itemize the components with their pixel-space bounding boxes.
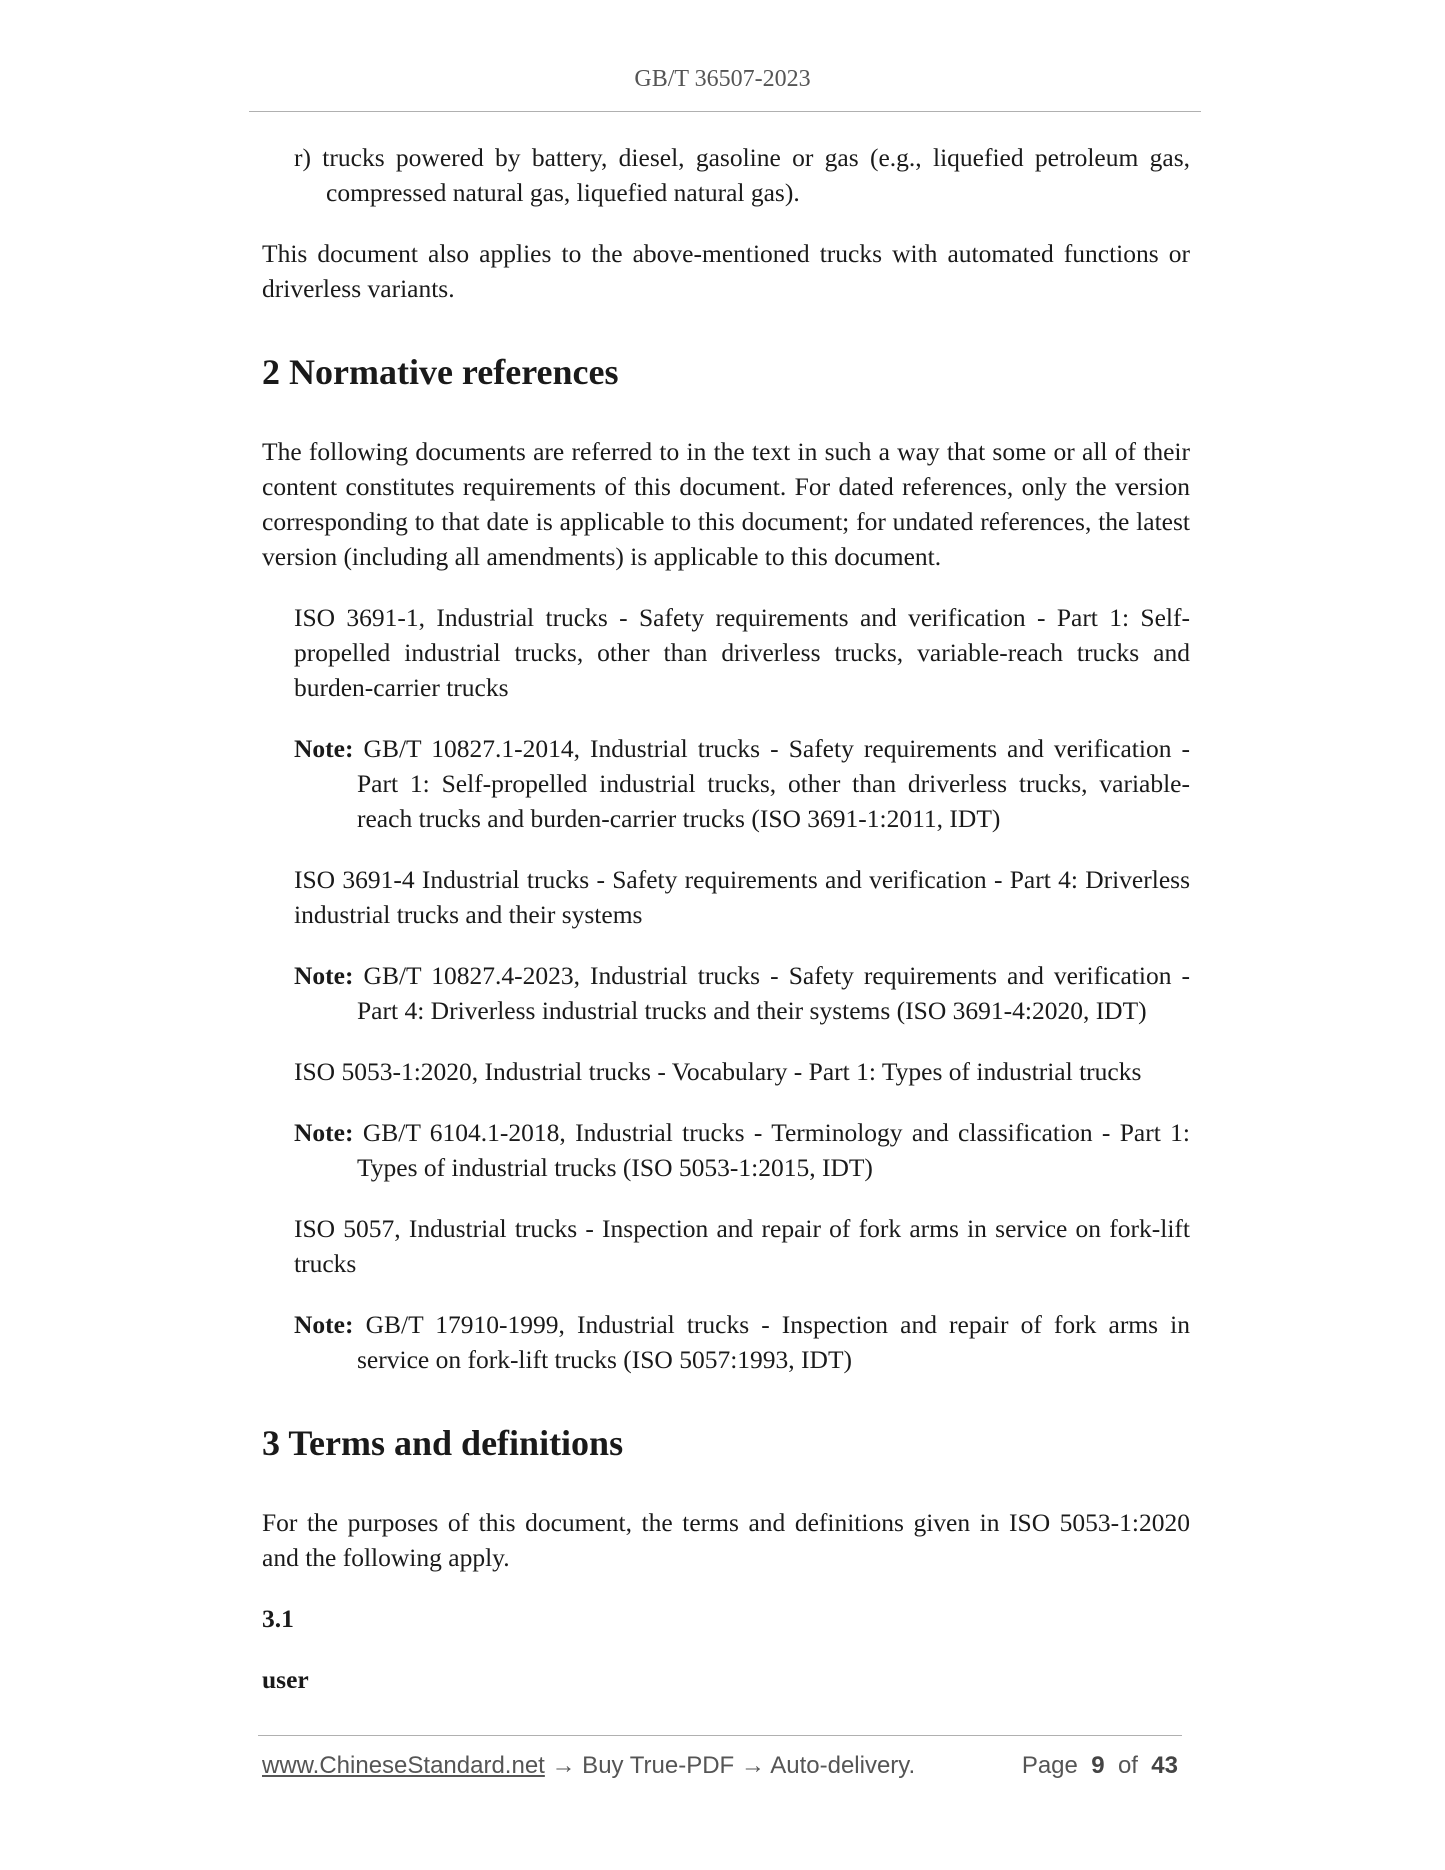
clause-number: 3.1 [262,1604,294,1633]
note-label: Note: [294,1118,354,1147]
reference-note [294,1307,1190,1377]
reference-note [294,731,1190,836]
footer-divider [258,1735,1182,1736]
section-2-intro: The following documents are referred to in the text in such a way that some or all of their content constitutes requirements of this document. For dated references, only the version corresponding to that date is applicable to this document; for undated references, the latest version (including all amendments) is applicable to this document. [262,437,1190,571]
page-total: 43 [1151,1752,1178,1779]
note-text: GB/T 17910-1999, Industrial trucks - Inspection and repair of fork arms in service on fork-lift trucks (ISO 5057:1993, IDT) [357,1310,1190,1374]
note-label: Note: [294,734,354,763]
page-current: 9 [1091,1752,1105,1779]
reference-note [294,958,1190,1028]
scope-applies-paragraph: This document also applies to the above-mentioned trucks with automated functions or driverless variants. [262,239,1190,303]
running-header: GB/T 36507-2023 [634,66,811,92]
section-3-heading: 3 Terms and definitions [262,1423,624,1463]
reference-iso-5057: ISO 5057, Industrial trucks - Inspection and repair of fork arms in service on fork-lift trucks [294,1214,1190,1278]
section-2-heading: 2 Normative references [262,352,619,392]
footer-tagline: → Buy True-PDF → Auto-delivery. [544,1752,916,1779]
page-label: Page [1021,1752,1078,1779]
note-label: Note: [294,961,354,990]
website-link[interactable]: www.ChineseStandard.net [262,1752,545,1779]
header-divider [249,111,1201,112]
page-of: of [1117,1752,1138,1779]
reference-iso-5053-1: ISO 5053-1:2020, Industrial trucks - Vocabulary - Part 1: Types of industrial trucks [294,1057,1142,1086]
scope-item-r: r) trucks powered by battery, diesel, gasoline or gas (e.g., liquefied petroleum gas, compressed natural gas, liquefied natural gas). [294,143,1190,207]
reference-iso-3691-4: ISO 3691-4 Industrial trucks - Safety requirements and verification - Part 4: Driverless industrial trucks and their systems [294,865,1190,929]
note-label: Note: [294,1310,354,1339]
note-text: GB/T 6104.1-2018, Industrial trucks - Terminology and classification - Part 1: Types of industrial trucks (ISO 5053-1:2015, IDT) [357,1118,1191,1182]
note-text: GB/T 10827.4-2023, Industrial trucks - Safety requirements and verification - Part 4: Driverless industrial trucks and their systems (ISO 3691-4:2020, IDT) [357,961,1190,1025]
page-footer [262,1752,1178,1780]
reference-note [294,1115,1190,1185]
term-entry: user [262,1665,309,1694]
section-3-intro: For the purposes of this document, the terms and definitions given in ISO 5053-1:2020 and the following apply. [262,1508,1190,1572]
page-indicator [1022,1752,1178,1780]
reference-iso-3691-1: ISO 3691-1, Industrial trucks - Safety requirements and verification - Part 1: Self-propelled industrial trucks, other than driverless trucks, variable-reach trucks and burden-carrier trucks [294,603,1190,702]
document-body [262,140,1190,1723]
note-text: GB/T 10827.1-2014, Industrial trucks - Safety requirements and verification - Part 1: Self-propelled industrial trucks, other than driverless trucks, variable-reach trucks and burden-carrier trucks (ISO 3691-1:2011, IDT) [357,734,1190,833]
